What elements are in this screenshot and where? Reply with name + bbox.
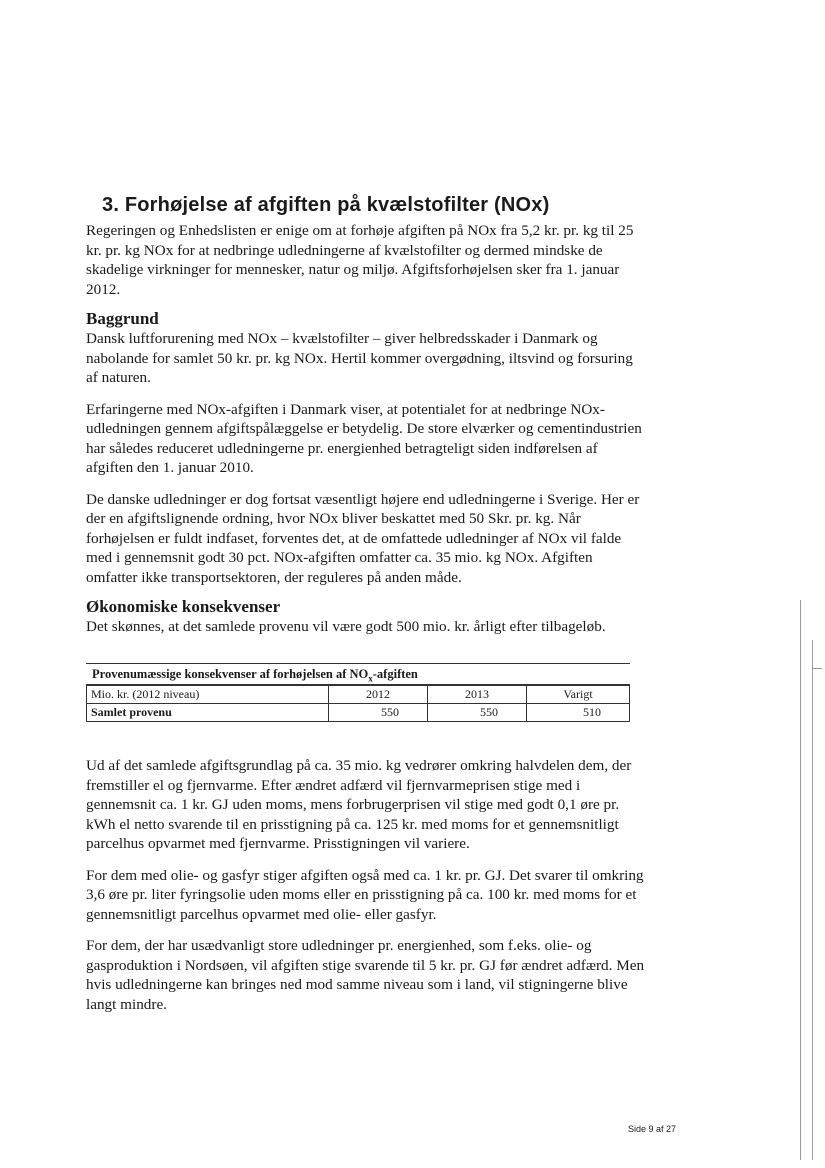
table-row — [87, 704, 630, 722]
table-header-cell: 2012 — [329, 686, 428, 704]
intro-paragraph: Regeringen og Enhedslisten er enige om at forhøje afgiften på NOx fra 5,2 kr. pr. kg til 25 kr. pr. kg NOx for at nedbringe udledningerne af kvælstofilter og dermed mindske de skadelige virkninger for mennesker, natur og miljø. Afgiftsforhøjelsen sker fra 1. januar 2012. — [86, 222, 634, 298]
baggrund-paragraph-1: Dansk luftforurening med NOx – kvælstofilter – giver helbredsskader i Danmark og nabolande for samlet 50 kr. pr. kg NOx. Hertil kommer overgødning, iltsvind og forsuring af naturen. — [86, 330, 633, 386]
after-paragraph-1: Ud af det samlede afgiftsgrundlag på ca. 35 mio. kg vedrører omkring halvdelen dem, der fremstiller el og fjernvarme. Efter ændret adfærd vil fjernvarmeprisen stige med i gennemsnit ca. 1 kr. GJ uden moms, mens forbrugerprisen vil stige med godt 0,1 øre pr. kWh el netto svarende til en prisstigning på ca. 125 kr. med moms for et gennemsnitligt parcelhus opvarmet med fjernvarme. Prisstigningen vil variere. — [86, 757, 632, 852]
document-content — [86, 194, 646, 1014]
table-title: Provenumæssige konsekvenser af forhøjelsen af $NO_x$-afgiften — [86, 663, 630, 686]
table-cell: Samlet provenu — [87, 704, 329, 722]
table-header-cell: 2013 — [428, 686, 527, 704]
table-grid — [86, 685, 630, 722]
scan-edge-mark — [812, 668, 822, 669]
page-number: Side 9 af 27 — [628, 1124, 677, 1134]
section-heading: 3. Forhøjelse af afgiften på kvælstofilter (NOx) — [102, 194, 550, 216]
konsekvenser-heading: Økonomiske konsekvenser — [86, 597, 281, 616]
konsekvenser-paragraph: Det skønnes, at det samlede provenu vil være godt 500 mio. kr. årligt efter tilbageløb. — [86, 618, 606, 635]
table-header-row — [87, 686, 630, 704]
provenu-table — [86, 663, 630, 723]
baggrund-heading: Baggrund — [86, 309, 159, 328]
table-cell: 550 — [428, 704, 527, 722]
baggrund-paragraph-3: De danske udledninger er dog fortsat væsentligt højere end udledningerne i Sverige. Her er der en afgiftslignende ordning, hvor NOx bliver beskattet med 50 Skr. pr. kg. Når forhøjelsen er fuldt indfaset, forventes det, at de omfattede udledninger af NOx vil falde med i gennemsnit godt 30 pct. NOx-afgiften omfatter ca. 35 mio. kg NOx. Afgiften omfatter ikke transportsektoren, der reguleres på anden måde. — [86, 490, 640, 586]
table-header-cell: Varigt — [527, 686, 630, 704]
table-cell: 510 — [527, 704, 630, 722]
after-paragraph-2: For dem med olie- og gasfyr stiger afgiften også med ca. 1 kr. pr. GJ. Det svarer til omkring 3,6 øre pr. liter fyringsolie uden moms eller en prisstigning på ca. 100 kr. med moms for et gennemsnitligt parcelhus opvarmet med olie- eller gasfyr. — [86, 866, 644, 923]
baggrund-paragraph-2: Erfaringerne med NOx-afgiften i Danmark viser, at potentialet for at nedbringe NOx-udledningen gennem afgiftspålæggelse er betydelig. De store elværker og cementindustrien har således reduceret udledningerne pr. energienhed betragteligt siden indførelsen af afgiften den 1. januar 2010. — [86, 400, 642, 476]
scan-edge-line — [800, 600, 801, 1160]
scan-edge-line — [812, 640, 813, 1160]
after-paragraph-3: For dem, der har usædvanligt store udledninger pr. energienhed, som f.eks. olie- og gasproduktion i Nordsøen, vil afgiften stige svarende til 5 kr. pr. GJ før ændret adfærd. Men hvis udledningerne kan bringes ned mod samme niveau som i land, vil stigningerne blive langt mindre. — [86, 937, 645, 1013]
table-header-cell: Mio. kr. (2012 niveau) — [87, 686, 329, 704]
table-cell: 550 — [329, 704, 428, 722]
